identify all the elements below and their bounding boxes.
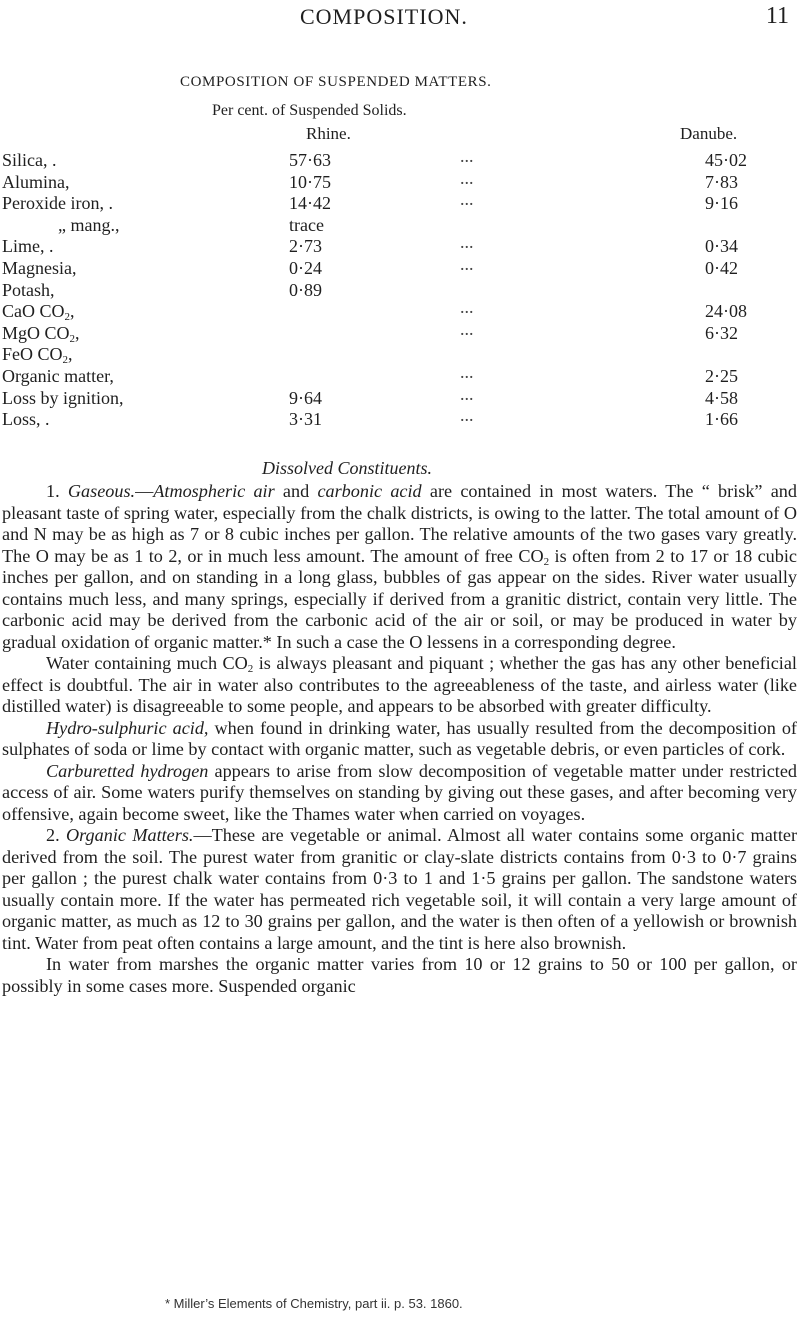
paragraph-gaseous bbox=[2, 481, 797, 653]
column-header-rhine: Rhine. bbox=[306, 124, 351, 143]
paragraph-organic bbox=[2, 825, 797, 954]
term-carburetted-hydrogen: Carburetted hydrogen bbox=[46, 760, 209, 781]
row-label: Peroxide iron, . bbox=[2, 193, 113, 214]
rhine-value: 9·64 bbox=[289, 387, 322, 408]
row-label: Organic matter, bbox=[2, 365, 114, 386]
table-row bbox=[0, 189, 801, 215]
paragraph-text: when found in drinking water, has usually resulted from the decomposition of sulphates of soda or lime by contact with organic matter, such as vegetable debris, or even particles of cork. bbox=[2, 717, 797, 759]
rhine-value: 2·73 bbox=[289, 236, 322, 257]
danube-value: 1·66 bbox=[705, 409, 738, 430]
term-organic-matters: Organic Matters. bbox=[66, 825, 194, 845]
row-label: MgO $CO_2$, bbox=[2, 322, 80, 345]
term-atmospheric-air: Atmospheric air bbox=[153, 481, 275, 501]
dot-leader: ... bbox=[460, 318, 474, 339]
dot-leader: ... bbox=[460, 383, 474, 404]
row-label: Loss, . bbox=[2, 409, 50, 430]
row-label: FeO $CO_2$, bbox=[2, 344, 73, 367]
term-gaseous: Gaseous. bbox=[67, 481, 136, 501]
table-row bbox=[0, 361, 801, 388]
table-title: COMPOSITION OF SUSPENDED MATTERS. bbox=[180, 74, 492, 90]
dot-leader: ... bbox=[460, 297, 474, 318]
dot-leader: ... bbox=[460, 167, 474, 188]
running-head bbox=[0, 4, 801, 34]
danube-value: 45·02 bbox=[705, 150, 747, 170]
danube-value: 24·08 bbox=[705, 301, 747, 322]
paragraph-text: Water containing much $CO_2$ is always pleasant and piquant ; whether the gas has any other beneficial effect is doubtful. The air in water also contributes to the agreeableness of the taste, and airless water (like distilled water) is disagreeable to some people, and appears to be absorbed with greater difficulty. bbox=[2, 653, 797, 716]
rhine-value: 10·75 bbox=[289, 171, 331, 192]
paragraph-carburetted bbox=[2, 761, 797, 826]
footnote: * Miller’s Elements of Chemistry, part ii. p. 53. 1860. bbox=[165, 1296, 463, 1311]
paragraph-text: appears to arise from slow decomposition of vegetable matter under restricted access of air. Some waters purify themselves on standing by giving out these gases, and after becoming very offensive, again become sweet, like the Thames water when carried on voyages. bbox=[2, 760, 797, 824]
rhine-value: 3·31 bbox=[289, 409, 322, 430]
row-label: Magnesia, bbox=[2, 257, 77, 278]
table-row bbox=[0, 215, 801, 237]
section-heading: Dissolved Constituents. bbox=[262, 458, 432, 478]
paragraph-number: 1. bbox=[46, 481, 60, 501]
dash: — bbox=[135, 481, 154, 501]
dot-leader: ... bbox=[460, 146, 474, 166]
row-label: Silica, . bbox=[2, 150, 57, 170]
danube-value: 7·83 bbox=[705, 171, 738, 192]
composition-table bbox=[0, 146, 801, 431]
paragraph-number: 2. bbox=[46, 825, 60, 845]
page-number: 11 bbox=[765, 3, 789, 29]
row-label: Alumina, bbox=[2, 171, 70, 192]
paragraph-marshes bbox=[2, 954, 797, 997]
column-header-danube: Danube. bbox=[680, 124, 738, 143]
table-row bbox=[0, 146, 801, 172]
rhine-value: 14·42 bbox=[289, 193, 331, 214]
body-text bbox=[2, 481, 797, 997]
paragraph-hydrosulphuric bbox=[2, 718, 797, 761]
table-row bbox=[0, 383, 801, 410]
paragraph-text: —These are vegetable or animal. Almost all water contains some organic matter derived from the soil. The purest water from granitic or clay-slate districts contains from 0·3 to 0·7 grains per gallon ; the purest chalk water contains from 0·3 to 1 and 1·5 grains per gallon. The sandstone waters usually contain more. If the water has permeated rich vegetable soil, it will contain a very large amount of organic matter, as much as 12 to 30 grains per gallon, and the water is then often of a yellowish or brownish tint. Water from peat often contains a large amount, and the tint is here also brownish. bbox=[2, 825, 798, 953]
running-title: COMPOSITION. bbox=[300, 4, 468, 29]
paragraph-co2 bbox=[2, 653, 797, 718]
rhine-value: 0·24 bbox=[289, 257, 322, 278]
connector: and bbox=[274, 481, 318, 501]
table-row bbox=[0, 280, 801, 302]
row-label: Potash, bbox=[2, 279, 55, 300]
paragraph-text: are contained in most waters. The “ brisk” and pleasant taste of spring water, especially from the chalk districts, is owing to the latter. The total amount of O and N may be as high as 7 or 8 cubic inches per gallon. The relative amounts of the two gases vary greatly. The O may be as 1 to 2, or in much less amount. The amount of free $CO_2$ is often from 2 to 17 or 18 cubic inches per gallon, and on standing in a long glass, bubbles of gas appear on the sides. River water usually contains much less, and many springs, especially if derived from a granitic district, contain very little. The carbonic acid may be derived from the carbonic acid of the air or soil, or may be produced in water by gradual oxidation of organic matter.* In such a case the O lessens in a corresponding degree. bbox=[2, 481, 797, 652]
dot-leader: ... bbox=[460, 405, 474, 426]
table-row bbox=[0, 167, 801, 194]
term-carbonic-acid: carbonic acid bbox=[317, 481, 422, 501]
table-row bbox=[0, 405, 801, 431]
danube-value: 0·34 bbox=[705, 236, 738, 257]
row-label: Loss by ignition, bbox=[2, 387, 124, 408]
paragraph-text: In water from marshes the organic matter varies from 10 or 12 grains to 50 or 100 per gallon, or possibly in some cases more. Suspended organic bbox=[2, 954, 797, 996]
danube-value: 4·58 bbox=[705, 387, 738, 408]
table-row bbox=[0, 318, 801, 345]
danube-value: 6·32 bbox=[705, 322, 738, 343]
rhine-value: trace bbox=[289, 214, 324, 235]
row-label: CaO $CO_2$, bbox=[2, 301, 75, 324]
dot-leader: ... bbox=[460, 189, 474, 210]
dot-leader: ... bbox=[460, 361, 474, 382]
dot-leader: ... bbox=[460, 232, 474, 253]
row-label: Lime, . bbox=[2, 236, 54, 257]
rhine-value: 57·63 bbox=[289, 150, 331, 170]
danube-value: 0·42 bbox=[705, 257, 738, 278]
rhine-value: 0·89 bbox=[289, 279, 322, 300]
term-hydro-sulphuric-acid: Hydro-sulphuric acid, bbox=[46, 717, 209, 738]
dot-leader: ... bbox=[460, 253, 474, 274]
table-row bbox=[0, 344, 801, 366]
danube-value: 2·25 bbox=[705, 365, 738, 386]
table-subtitle: Per cent. of Suspended Solids. bbox=[212, 102, 407, 119]
row-label: „ mang., bbox=[58, 214, 120, 235]
danube-value: 9·16 bbox=[705, 193, 738, 214]
table-row bbox=[0, 253, 801, 280]
table-row bbox=[0, 297, 801, 324]
table-row bbox=[0, 232, 801, 258]
